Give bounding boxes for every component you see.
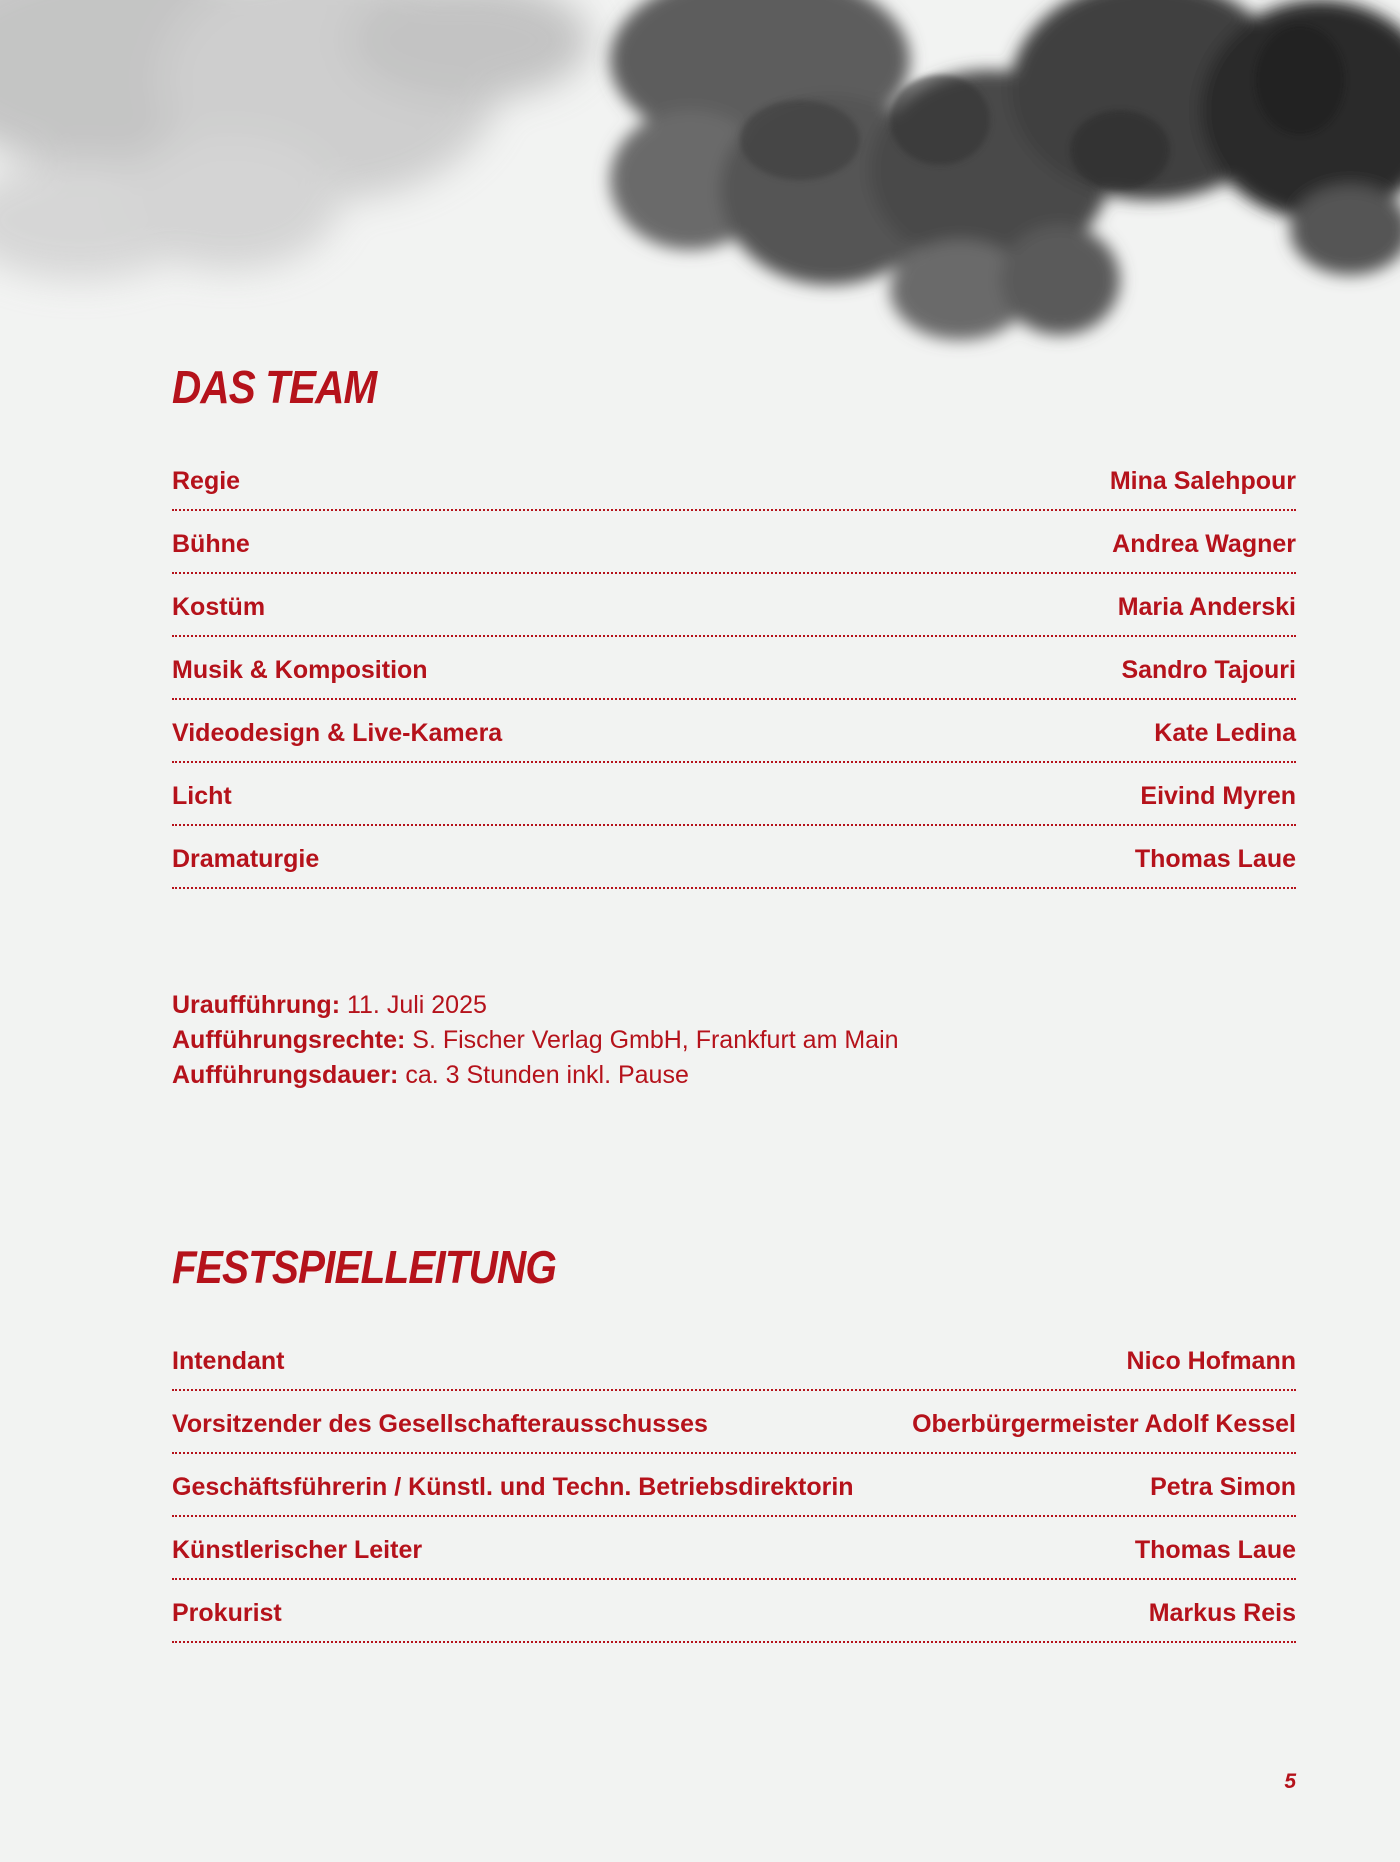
leitung-role: Intendant [172, 1347, 285, 1375]
team-row [172, 702, 1296, 763]
leitung-name: Nico Hofmann [1126, 1347, 1296, 1375]
team-table [172, 450, 1296, 889]
team-role: Licht [172, 782, 232, 810]
team-row [172, 639, 1296, 700]
leitung-role: Geschäftsführerin / Künstl. und Techn. Betriebsdirektorin [172, 1473, 854, 1501]
team-name: Maria Anderski [1117, 593, 1296, 621]
team-name: Andrea Wagner [1112, 530, 1296, 558]
team-name: Kate Ledina [1154, 719, 1296, 747]
duration-label: Aufführungsdauer: [172, 1061, 399, 1089]
premiere-label: Uraufführung: [172, 991, 341, 1019]
team-name: Eivind Myren [1140, 782, 1296, 810]
team-role: Kostüm [172, 593, 266, 621]
team-role: Dramaturgie [172, 845, 320, 873]
page-number: 5 [1284, 1770, 1296, 1793]
team-row [172, 513, 1296, 574]
team-role: Regie [172, 467, 241, 495]
rights-label: Aufführungsrechte: [172, 1026, 406, 1054]
leitung-name: Thomas Laue [1134, 1536, 1296, 1564]
duration-value: ca. 3 Stunden inkl. Pause [398, 1061, 689, 1089]
production-info [172, 988, 899, 1093]
team-row [172, 450, 1296, 511]
team-name: Mina Salehpour [1109, 467, 1296, 495]
team-role: Videodesign & Live-Kamera [172, 719, 503, 747]
premiere-value: 11. Juli 2025 [340, 991, 487, 1019]
premiere-line [172, 988, 899, 1023]
team-row [172, 828, 1296, 889]
leitung-row [172, 1519, 1296, 1580]
leitung-role: Vorsitzender des Gesellschafterausschusses [172, 1410, 708, 1438]
smoke-image [0, 0, 1400, 380]
leitung-name: Oberbürgermeister Adolf Kessel [912, 1410, 1296, 1438]
leitung-role: Prokurist [172, 1599, 282, 1627]
leitung-name: Markus Reis [1148, 1599, 1296, 1627]
rights-line [172, 1023, 899, 1058]
team-title: DAS TEAM [172, 361, 377, 413]
leitung-row [172, 1330, 1296, 1391]
team-role: Bühne [172, 530, 250, 558]
team-role: Musik & Komposition [172, 656, 428, 684]
rights-value: S. Fischer Verlag GmbH, Frankfurt am Main [405, 1026, 899, 1054]
leitung-title: FESTSPIELLEITUNG [172, 1241, 557, 1293]
duration-line [172, 1058, 899, 1093]
leitung-table [172, 1330, 1296, 1643]
leitung-role: Künstlerischer Leiter [172, 1536, 423, 1564]
team-name: Thomas Laue [1134, 845, 1296, 873]
team-name: Sandro Tajouri [1121, 656, 1296, 684]
leitung-row [172, 1456, 1296, 1517]
team-row [172, 576, 1296, 637]
leitung-row [172, 1393, 1296, 1454]
leitung-row [172, 1582, 1296, 1643]
leitung-name: Petra Simon [1150, 1473, 1296, 1501]
team-row [172, 765, 1296, 826]
